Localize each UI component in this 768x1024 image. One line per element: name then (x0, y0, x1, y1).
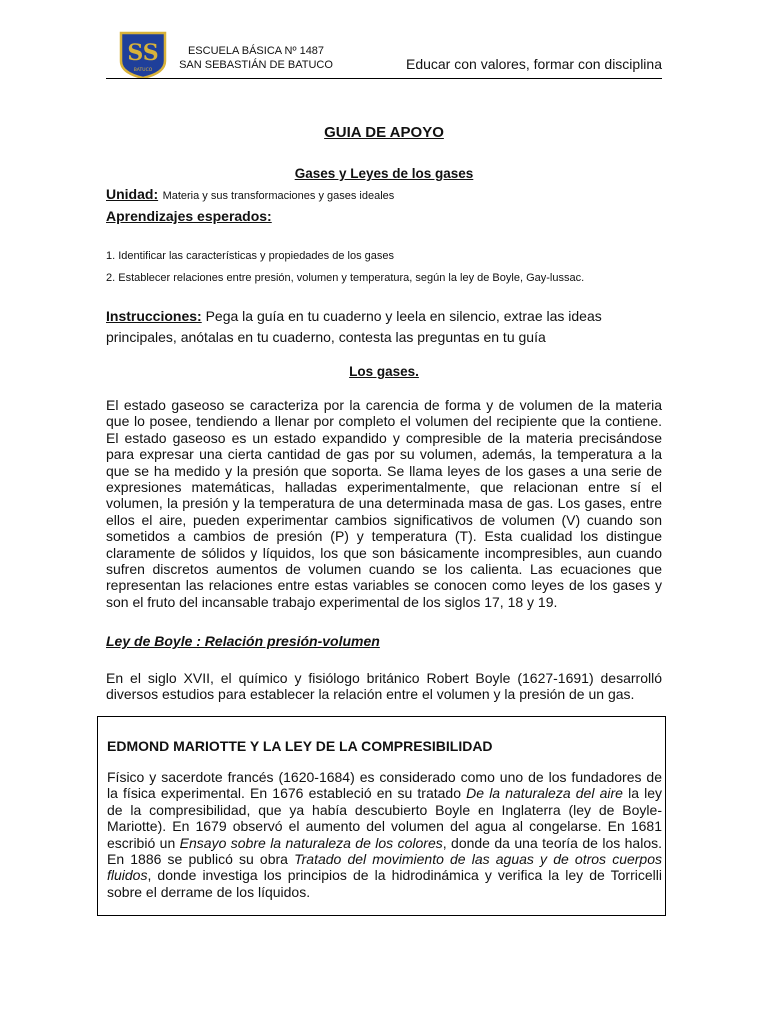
gases-paragraph-text: El estado gaseoso se caracteriza por la carencia de forma y de volumen de la materia que lo posee, tendiendo a llenar por completo el volumen del recipiente que la contiene. El estado gaseoso es un estado expandido y compresible de la materia precisándose para expresar una cierta cantidad de gas por su volumen, además, la temperatura a la que se ha medido y la presión que soporta. Se llama leyes de los gases a una serie de expresiones matemáticas, halladas experimentalmente, que relacionan entre sí el volumen, la presión y la temperatura de una determinada masa de gas. Los gases, entre ellos el aire, pueden experimentar cambios significativos de volumen (V) cuando son sometidos a cambios de presión (P) y temperatura (T). Esta cualidad los distingue claramente de sólidos y líquidos, los que son básicamente incompresibles, aun cuando sufren discretos aumentos de volumen cuando se los calienta. Las ecuaciones que representan las relaciones entre estas variables se conocen como leyes de los gases y son el fruto del incansable trabajo experimental de los siglos 17, 18 y 19. (106, 397, 662, 610)
instrucciones-line-2: principales, anótalas en tu cuaderno, contesta las preguntas en tu guía (106, 329, 546, 345)
school-line-2: SAN SEBASTIÁN DE BATUCO (179, 59, 333, 71)
instrucciones-line-1 (106, 305, 662, 327)
mariotte-box-body (107, 769, 662, 900)
document-subtitle: Gases y Leyes de los gases (294, 166, 474, 181)
mariotte-italic-3: Tratado del movimiento de las aguas y de otros cuerpos fluidos (107, 851, 663, 884)
section-title-gases: Los gases. (349, 364, 419, 379)
logo-small-text: BATUCO (133, 68, 153, 73)
unidad-line (106, 186, 662, 204)
mariotte-text-2: la ley de la compresibilidad, que ya había descubierto Boyle en Inglaterra (ley de Boyle-Mariotte). En 1679 observó el aumento del volumen del agua al congelarse. En 1681 escribió un (107, 785, 663, 851)
mariotte-text-4: , donde investiga los principios de la hidrodinámica y verifica la ley de Torricelli sobre el derrame de los líquidos. (107, 867, 662, 900)
document-title: GUIA DE APOYO (324, 124, 444, 141)
mariotte-text-3: , donde da una teoría de los halos. En 1886 se publicó su obra (107, 834, 663, 868)
aprendizaje-item-2: 2. Establecer relaciones entre presión, volumen y temperatura, según la ley de Boyle, Gay-lussac. (106, 272, 585, 284)
instrucciones-label: Instrucciones: (106, 308, 202, 324)
aprendizajes-label: Aprendizajes esperados: (106, 208, 272, 224)
gases-paragraph (106, 397, 662, 610)
school-motto: Educar con valores, formar con disciplina (405, 56, 662, 72)
mariotte-italic-1: De la naturaleza del aire (466, 785, 623, 802)
school-line-1: ESCUELA BÁSICA Nº 1487 (187, 45, 325, 57)
mariotte-box-title: EDMOND MARIOTTE Y LA LEY DE LA COMPRESIBILIDAD (107, 738, 493, 754)
unidad-label: Unidad: (106, 186, 159, 202)
boyle-paragraph-text: En el siglo XVII, el químico y fisiólogo británico Robert Boyle (1627-1691) desarrolló diversos estudios para establecer la relación entre el volumen y la presión de un gas. (106, 670, 662, 703)
header-divider (106, 78, 662, 79)
school-logo (118, 31, 168, 79)
section-title-boyle: Ley de Boyle : Relación presión-volumen (106, 633, 380, 649)
school-name (176, 44, 336, 72)
logo-letters: SS (127, 40, 159, 66)
mariotte-box (97, 716, 666, 916)
mariotte-italic-2: Ensayo sobre la naturaleza de los colores (179, 834, 443, 851)
instrucciones-text-1: Pega la guía en tu cuaderno y leela en silencio, extrae las ideas (205, 308, 602, 324)
aprendizaje-item-1: 1. Identificar las características y propiedades de los gases (106, 250, 394, 262)
unidad-text: Materia y sus transformaciones y gases ideales (162, 190, 395, 202)
aprendizajes-heading (106, 208, 662, 226)
mariotte-text-1: Físico y sacerdote francés (1620-1684) es considerado como uno de los fundadores de la física experimental. En 1676 estableció en su tratado (107, 769, 662, 802)
page-header (0, 0, 768, 100)
boyle-paragraph (106, 670, 662, 703)
